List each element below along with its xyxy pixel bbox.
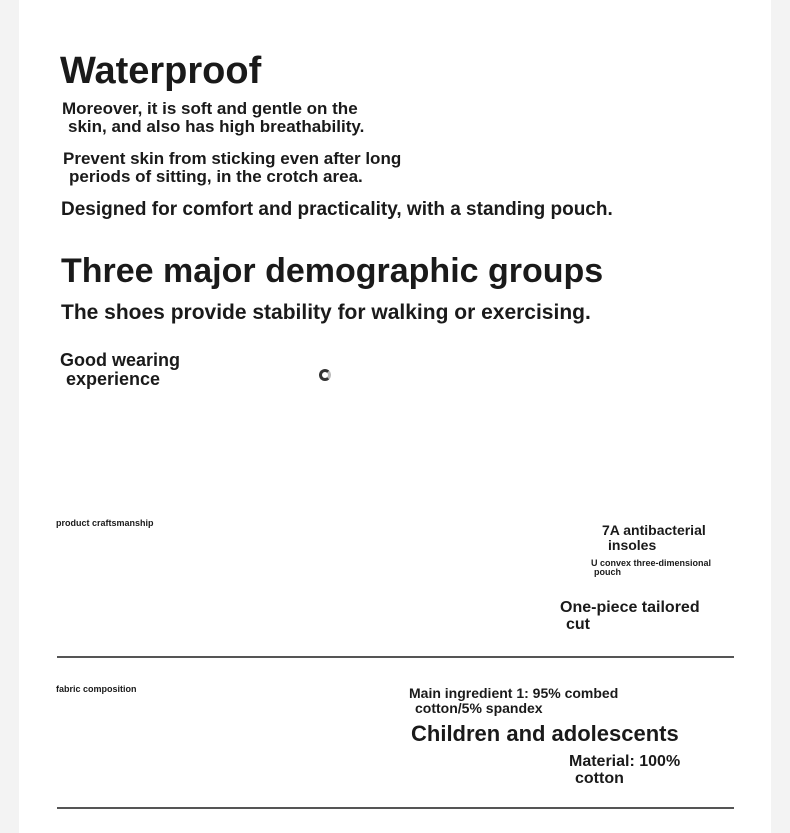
fabric-label: fabric composition bbox=[56, 684, 137, 694]
softness-paragraph bbox=[62, 100, 364, 136]
ingredient-line-2: cotton/5% spandex bbox=[415, 699, 543, 716]
pouch-line-1: U convex three-dimensional bbox=[591, 558, 712, 568]
material-line-1: Material: 100% bbox=[569, 753, 681, 770]
anti-stick-paragraph bbox=[63, 150, 401, 186]
wearing-line-1: Good wearing bbox=[60, 350, 181, 370]
main-ingredient bbox=[409, 686, 618, 715]
material-line-2: cotton bbox=[575, 769, 624, 787]
material-info bbox=[569, 754, 680, 788]
softness-line-2: skin, and also has high breathability. bbox=[68, 116, 365, 136]
cut-line-2: cut bbox=[566, 615, 590, 633]
softness-line-1: Moreover, it is soft and gentle on the bbox=[62, 99, 358, 118]
wearing-experience bbox=[60, 351, 180, 389]
audience-heading: Children and adolescents bbox=[411, 721, 679, 746]
anti-stick-line-1: Prevent skin from sticking even after long bbox=[63, 149, 402, 168]
stability-text: The shoes provide stability for walking or exercising. bbox=[61, 301, 591, 324]
section-heading: Three major demographic groups bbox=[61, 252, 604, 290]
anti-stick-line-2: periods of sitting, in the crotch area. bbox=[69, 166, 363, 186]
section-divider-1 bbox=[57, 656, 734, 658]
antibacterial-line-2: insoles bbox=[608, 536, 657, 553]
ingredient-line-1: Main ingredient 1: 95% combed bbox=[409, 685, 619, 701]
craftsmanship-label: product craftsmanship bbox=[56, 518, 154, 528]
antibacterial-line-1: 7A antibacterial bbox=[602, 522, 706, 538]
wearing-line-2: experience bbox=[66, 368, 161, 389]
cut-line-1: One-piece tailored bbox=[560, 599, 700, 616]
design-paragraph: Designed for comfort and practicality, with a standing pouch. bbox=[61, 199, 613, 220]
tailored-cut bbox=[560, 600, 700, 634]
section-divider-2 bbox=[57, 807, 734, 809]
pouch-line-2: pouch bbox=[594, 567, 621, 578]
headline: Waterproof bbox=[60, 50, 262, 92]
convex-pouch bbox=[591, 559, 711, 578]
loading-spinner-icon bbox=[319, 369, 331, 381]
antibacterial-insoles bbox=[602, 523, 706, 552]
